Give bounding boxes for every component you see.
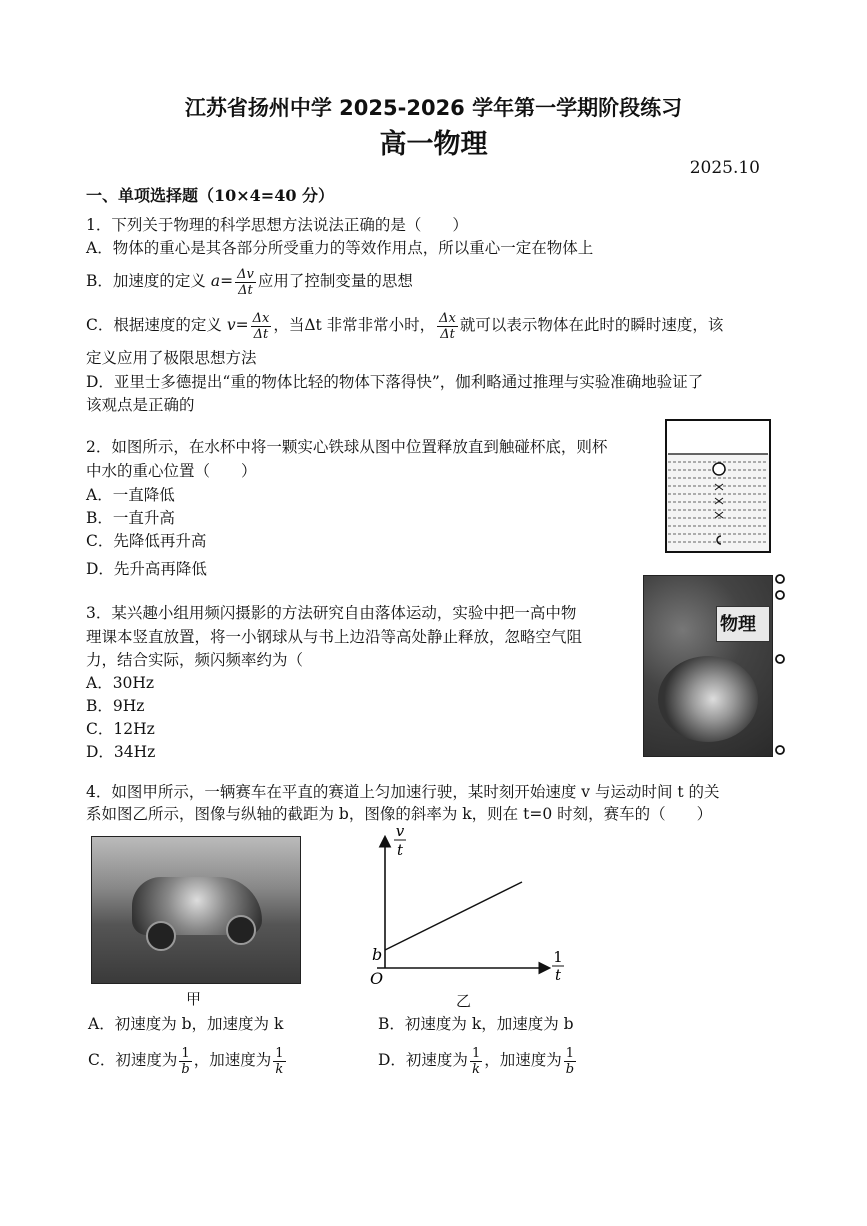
q2-stem-line1: 2．如图所示，在水杯中将一颗实心铁球从图中位置释放直到触碰杯底，则杯 [86, 438, 608, 456]
q1-b-fraction [235, 267, 256, 298]
q4-c-denominator-1: b [181, 1061, 190, 1077]
q4-c-denominator-2: k [275, 1061, 284, 1077]
q4-d-denominator-2: b [565, 1061, 575, 1077]
flash-ball-positions [772, 572, 788, 758]
q1-b-denominator: Δt [238, 282, 253, 298]
q4-d-denominator-1: k [472, 1061, 481, 1077]
q1-c-suffix: 就可以表示物体在此时的瞬时速度，该 [459, 316, 724, 334]
q4-d-numerator-1: 1 [471, 1045, 481, 1061]
q4-d-fraction-1 [470, 1046, 482, 1077]
q4-d-numerator-2: 1 [564, 1046, 576, 1062]
q4-option-c [88, 1040, 288, 1080]
q3-stem-line3: 力，结合实际，频闪频率约为（ [86, 651, 304, 669]
q1-option-d-line2: 该观点是正确的 [86, 396, 195, 414]
textbook-title: 物理 [720, 614, 756, 635]
q4-stem-line1: 4．如图甲所示，一辆赛车在平直的赛道上匀加速行驶，某时刻开始速度 v 与运动时间 t 的关 [86, 783, 720, 801]
iron-ball [713, 463, 725, 475]
race-car-front-wheel [146, 921, 176, 951]
y-label-numerator: v [395, 822, 405, 840]
x-label-denominator: t [554, 966, 562, 984]
q1-option-b [86, 266, 413, 298]
q1-b-equals: = [220, 272, 234, 290]
q1-option-a: A．物体的重心是其各部分所受重力的等效作用点，所以重心一定在物体上 [86, 239, 594, 257]
textbook-photo [643, 575, 773, 757]
q1-c-denominator: Δt [253, 326, 269, 342]
q1-c-middle: ，当Δt 非常非常小时， [273, 316, 436, 334]
q4-c-numerator-2: 1 [275, 1045, 284, 1061]
q1-b-numerator: Δv [237, 266, 254, 282]
q3-option-a: A．30Hz [86, 674, 155, 692]
q1-c-fraction [251, 311, 272, 342]
y-label-denominator: t [396, 841, 404, 859]
section-title: 一、单项选择题（10×4=40 分） [86, 186, 335, 205]
q4-d-fraction-2 [564, 1046, 576, 1077]
ball-position-2 [776, 591, 784, 599]
ball-position-4 [776, 746, 784, 754]
exam-subject-title: 高一物理 [379, 129, 488, 160]
q1-c-numerator: Δx [252, 310, 270, 326]
series-line [385, 882, 522, 950]
figure-yi-caption: 乙 [456, 992, 472, 1010]
q3-option-c: C．12Hz [86, 720, 155, 738]
q1-c-denominator-2: Δt [440, 326, 455, 342]
intercept-label: b [372, 945, 383, 964]
q3-stem-line2: 理课本竖直放置，将一小钢球从与书上边沿等高处静止释放，忽略空气阻 [86, 628, 583, 646]
q3-option-b: B．9Hz [86, 697, 145, 715]
q1-b-prefix: B．加速度的定义 [86, 272, 206, 290]
q3-option-d: D．34Hz [86, 743, 156, 761]
textbook-cover-image [658, 656, 758, 742]
q4-d-prefix-1: D．初速度为 [378, 1051, 468, 1069]
exam-date: 2025.10 [689, 158, 760, 178]
q4-option-b: B．初速度为 k，加速度为 b [378, 1015, 574, 1033]
race-car-rear-wheel [226, 915, 256, 945]
q1-stem: 1．下列关于物理的科学思想方法说法正确的是（ ） [86, 216, 468, 234]
q2-option-a: A．一直降低 [86, 486, 175, 504]
vt-graph [362, 822, 572, 994]
origin-label: O [370, 969, 384, 988]
race-car-photo [91, 836, 301, 984]
q2-option-b: B．一直升高 [86, 509, 175, 527]
q3-stem-line1: 3．某兴趣小组用频闪摄影的方法研究自由落体运动，实验中把一高中物 [86, 604, 577, 622]
ball-position-3 [776, 655, 784, 663]
q4-stem-line2: 系如图乙所示，图像与纵轴的截距为 b，图像的斜率为 k，则在 t=0 时刻，赛车的（ ） [86, 805, 713, 823]
q1-c-equals: = [235, 316, 249, 334]
q2-option-c: C．先降低再升高 [86, 532, 207, 550]
x-label-numerator: 1 [553, 948, 563, 966]
q4-c-prefix-1: C．初速度为 [88, 1051, 178, 1069]
q4-c-prefix-2: ，加速度为 [193, 1051, 272, 1069]
water-cup-figure [664, 418, 774, 556]
q4-option-a: A．初速度为 b，加速度为 k [88, 1015, 284, 1033]
q4-c-fraction-1 [179, 1046, 191, 1077]
q1-option-c [86, 310, 723, 342]
exam-school-title: 江苏省扬州中学 2025-2026 学年第一学期阶段练习 [184, 96, 683, 120]
q1-b-symbol: a [210, 272, 221, 290]
q2-option-d: D．先升高再降低 [86, 560, 207, 578]
q1-option-c-line2: 定义应用了极限思想方法 [86, 349, 257, 367]
q1-c-symbol: v [226, 316, 236, 334]
q4-c-numerator-1: 1 [179, 1046, 191, 1062]
q1-b-suffix: 应用了控制变量的思想 [257, 272, 413, 290]
q1-option-d-line1: D．亚里士多德提出“重的物体比轻的物体下落得快”，伽利略通过推理与实验准确地验证了 [86, 373, 704, 391]
q1-c-prefix: C．根据速度的定义 [86, 316, 222, 334]
q1-c-numerator-2: Δx [439, 310, 456, 326]
q2-stem-line2: 中水的重心位置（ ） [86, 462, 257, 480]
figure-jia-caption: 甲 [186, 990, 202, 1008]
q4-option-d [378, 1040, 578, 1080]
ball-position-1 [776, 575, 784, 583]
q4-d-prefix-2: ，加速度为 [484, 1051, 562, 1069]
q4-c-fraction-2 [273, 1046, 285, 1077]
q1-c-fraction-2 [437, 311, 458, 342]
